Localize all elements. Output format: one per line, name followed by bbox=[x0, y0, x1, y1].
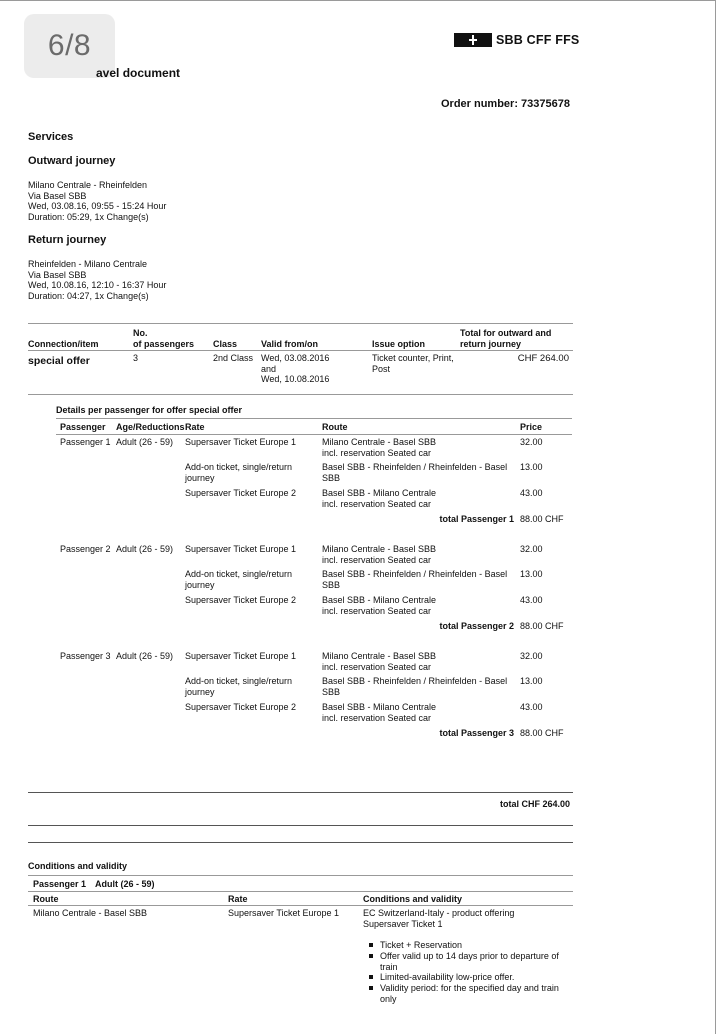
rate: Supersaver Ticket Europe 1 bbox=[185, 437, 297, 447]
rate: Supersaver Ticket Europe 1 bbox=[185, 544, 297, 554]
price: 32.00 bbox=[520, 651, 543, 661]
passenger-total-label: total Passenger 1 bbox=[439, 514, 514, 524]
divider bbox=[28, 905, 573, 906]
journey-line: Wed, 03.08.16, 09:55 - 15:24 Hour bbox=[28, 201, 167, 211]
conditions-passenger: Passenger 1 bbox=[33, 879, 87, 889]
travel-class: 2nd Class bbox=[213, 353, 254, 363]
route: Basel SBB - Milano Centrale incl. reservation Seated car bbox=[322, 595, 437, 616]
passenger-name: Passenger 2 bbox=[60, 544, 111, 554]
journey-line: Rheinfelden - Milano Centrale bbox=[28, 259, 148, 269]
route: Milano Centrale - Basel SBB incl. reservation Seated car bbox=[322, 544, 437, 565]
price: 43.00 bbox=[520, 595, 543, 605]
rate: Add-on ticket, single/return journey bbox=[185, 676, 293, 697]
passenger-total-value: 88.00 CHF bbox=[520, 728, 564, 738]
journey-line: Duration: 05:29, 1x Change(s) bbox=[28, 211, 149, 222]
details-header-rate: Rate bbox=[185, 422, 205, 432]
issue-option: Ticket counter, Print, Post bbox=[372, 353, 454, 374]
rate: Supersaver Ticket Europe 2 bbox=[185, 488, 297, 498]
journey-line: Via Basel SBB bbox=[28, 269, 87, 280]
passenger-age: Adult (26 - 59) bbox=[116, 544, 174, 554]
rate: Supersaver Ticket Europe 2 bbox=[185, 595, 297, 605]
route: Basel SBB - Milano Centrale incl. reservation Seated car bbox=[322, 702, 437, 723]
list-item: Offer valid up to 14 days prior to departure of train bbox=[364, 951, 569, 973]
rate: Add-on ticket, single/return journey bbox=[185, 462, 293, 483]
divider bbox=[28, 323, 573, 324]
return-journey-heading: Return journey bbox=[28, 234, 107, 246]
conditions-route: Milano Centrale - Basel SBB bbox=[33, 908, 148, 918]
divider bbox=[28, 350, 573, 351]
route: Milano Centrale - Basel SBB incl. reservation Seated car bbox=[322, 437, 437, 458]
price: 32.00 bbox=[520, 437, 543, 447]
divider bbox=[28, 825, 573, 826]
price: 43.00 bbox=[520, 702, 543, 712]
passenger-total-value: 88.00 CHF bbox=[520, 621, 564, 631]
conditions-text: EC Switzerland-Italy - product offering Supersaver Ticket 1 bbox=[363, 908, 515, 929]
journey-line: Milano Centrale - Rheinfelden bbox=[28, 180, 148, 190]
conditions-rate: Supersaver Ticket Europe 1 bbox=[228, 908, 340, 918]
details-title: Details per passenger for offer special offer bbox=[56, 405, 243, 415]
price: 43.00 bbox=[520, 488, 543, 498]
col-header-valid: Valid from/on bbox=[261, 339, 319, 349]
passenger-count: 3 bbox=[133, 353, 139, 363]
offer-name: special offer bbox=[28, 355, 90, 367]
grand-total: total CHF 264.00 bbox=[499, 799, 570, 809]
route: Basel SBB - Rheinfelden / Rheinfelden - Basel SBB bbox=[322, 676, 508, 697]
conditions-header-rate: Rate bbox=[228, 894, 248, 904]
list-item: Limited-availability low-price offer. bbox=[364, 972, 569, 983]
logo-text: SBB CFF FFS bbox=[496, 33, 580, 47]
passenger-name: Passenger 3 bbox=[60, 651, 111, 661]
return-journey-details bbox=[28, 259, 166, 301]
conditions-age: Adult (26 - 59) bbox=[95, 879, 155, 889]
list-item: Ticket + Reservation bbox=[364, 940, 569, 951]
divider bbox=[28, 842, 573, 843]
details-header-age: Age/Reductions bbox=[116, 422, 185, 432]
route: Milano Centrale - Basel SBB incl. reservation Seated car bbox=[322, 651, 437, 672]
rate: Add-on ticket, single/return journey bbox=[185, 569, 293, 590]
passenger-name: Passenger 1 bbox=[60, 437, 111, 447]
passenger-age: Adult (26 - 59) bbox=[116, 651, 174, 661]
conditions-header-conditions: Conditions and validity bbox=[363, 894, 463, 904]
divider bbox=[28, 891, 573, 892]
divider bbox=[56, 418, 572, 419]
passenger-age: Adult (26 - 59) bbox=[116, 437, 174, 447]
route: Basel SBB - Rheinfelden / Rheinfelden - Basel SBB bbox=[322, 569, 508, 590]
route: Basel SBB - Milano Centrale incl. reservation Seated car bbox=[322, 488, 437, 509]
rate: Supersaver Ticket Europe 1 bbox=[185, 651, 297, 661]
sbb-logo bbox=[454, 33, 579, 47]
passenger-total-value: 88.00 CHF bbox=[520, 514, 564, 524]
sbb-logo-icon bbox=[454, 33, 492, 47]
details-header-passenger: Passenger bbox=[60, 422, 106, 432]
divider bbox=[56, 434, 572, 435]
price: 13.00 bbox=[520, 569, 543, 579]
col-header-connection: Connection/item bbox=[28, 339, 99, 349]
passenger-total-label: total Passenger 2 bbox=[439, 621, 514, 631]
divider bbox=[28, 875, 573, 876]
order-number: Order number: 73375678 bbox=[440, 98, 570, 110]
services-heading: Services bbox=[28, 131, 74, 143]
col-header-issue: Issue option bbox=[372, 339, 426, 349]
price: 13.00 bbox=[520, 462, 543, 472]
route: Basel SBB - Rheinfelden / Rheinfelden - Basel SBB bbox=[322, 462, 508, 483]
document-title: avel document bbox=[96, 66, 181, 80]
rate: Supersaver Ticket Europe 2 bbox=[185, 702, 297, 712]
journey-line: Duration: 04:27, 1x Change(s) bbox=[28, 290, 149, 301]
valid-dates: Wed, 03.08.2016 and Wed, 10.08.2016 bbox=[261, 353, 330, 384]
offer-total: CHF 264.00 bbox=[517, 353, 569, 364]
passenger-total-label: total Passenger 3 bbox=[439, 728, 514, 738]
outward-journey-details bbox=[28, 180, 166, 222]
journey-line: Via Basel SBB bbox=[28, 190, 87, 201]
price: 13.00 bbox=[520, 676, 543, 686]
list-item: Validity period: for the specified day and train only bbox=[364, 983, 569, 1005]
page-indicator-badge: 6/8 bbox=[24, 14, 115, 78]
col-header-passengers: No. of passengers bbox=[133, 328, 195, 349]
price: 32.00 bbox=[520, 544, 543, 554]
divider bbox=[28, 792, 573, 793]
conditions-heading: Conditions and validity bbox=[28, 861, 128, 871]
details-header-price: Price bbox=[520, 422, 543, 432]
details-header-route: Route bbox=[322, 422, 348, 432]
col-header-total: Total for outward and return journey bbox=[460, 328, 552, 349]
journey-line: Wed, 10.08.16, 12:10 - 16:37 Hour bbox=[28, 280, 167, 290]
conditions-bullet-list bbox=[364, 940, 569, 1005]
outward-journey-heading: Outward journey bbox=[28, 155, 116, 167]
col-header-class: Class bbox=[213, 339, 238, 349]
conditions-header-route: Route bbox=[33, 894, 59, 904]
divider bbox=[28, 394, 573, 395]
